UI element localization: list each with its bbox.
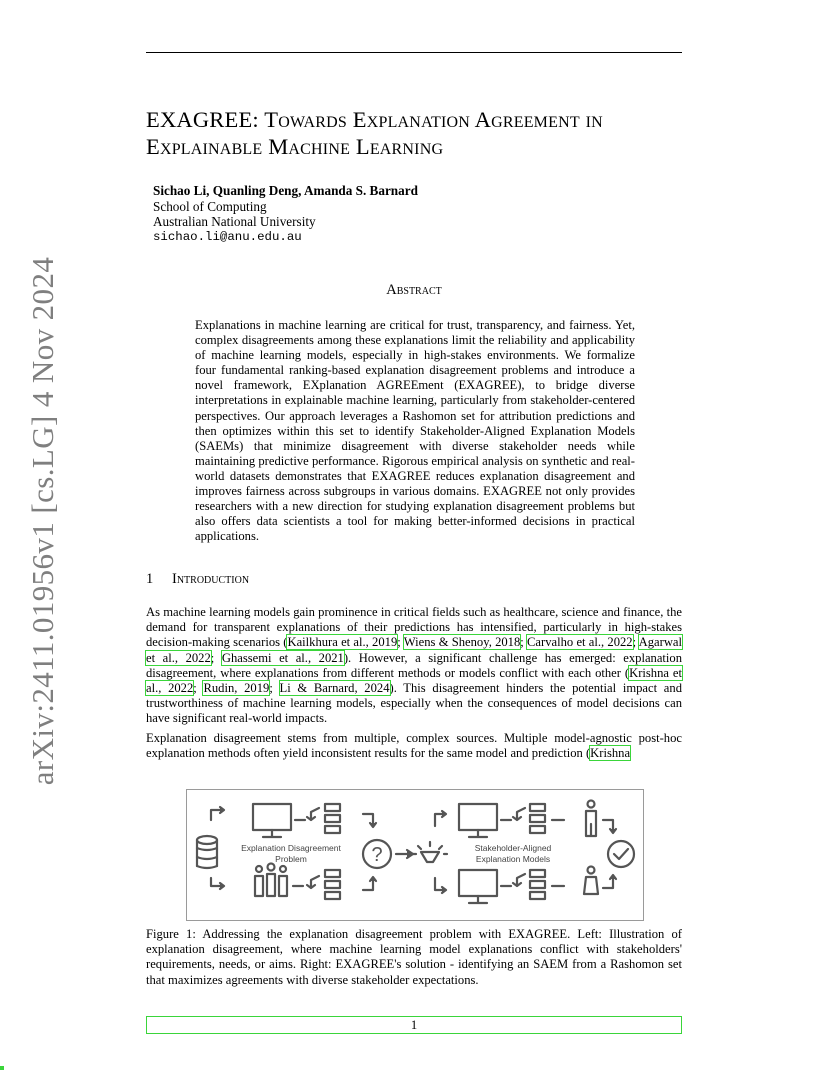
right-side-corner-arrow	[603, 820, 616, 833]
left-top-corner-arrow	[211, 807, 224, 820]
person-icon	[586, 801, 596, 837]
right-label-line-2: Explanation Models	[475, 854, 551, 864]
citation-link[interactable]: Krishna	[590, 746, 631, 761]
author-block	[153, 183, 418, 245]
citation-link[interactable]: Agarwal et al., 2022	[146, 635, 683, 665]
right-label-line-1: Stakeholder-Aligned	[474, 843, 552, 853]
page-number[interactable]: 1	[146, 1016, 682, 1034]
abstract-heading: Abstract	[386, 282, 442, 298]
left-bottom-return-arrow	[363, 877, 376, 890]
author-institution: Australian National University	[153, 214, 316, 229]
checkmark-icon	[608, 841, 634, 867]
stakeholders-icon	[255, 864, 287, 897]
title-line-1: EXAGREE: Towards Explanation Agreement in	[146, 107, 603, 132]
person-icon	[584, 867, 598, 895]
corner-marker	[0, 1066, 4, 1070]
question-icon	[363, 840, 391, 868]
database-icon	[197, 836, 217, 868]
left-label-line-2: Problem	[275, 854, 307, 864]
citation-link[interactable]: Carvalho et al., 2022	[527, 635, 633, 650]
paper-title	[146, 106, 706, 160]
right-corner-arrow	[363, 814, 376, 827]
monitor-icon	[253, 804, 291, 837]
lightbulb-icon	[413, 842, 447, 862]
top-rule	[146, 52, 682, 53]
arxiv-stamp: arXiv:2411.01956v1 [cs.LG] 4 Nov 2024	[25, 256, 60, 786]
right-bottom-corner-arrow	[435, 878, 446, 893]
author-email[interactable]: sichao.li@anu.edu.au	[153, 229, 302, 244]
citation-link[interactable]: Rudin, 2019	[203, 681, 270, 696]
feature-list-icon	[513, 870, 545, 899]
citation-link[interactable]: Wiens & Shenoy, 2018	[403, 635, 521, 650]
question-mark: ?	[371, 844, 383, 866]
right-top-corner-arrow	[435, 811, 446, 826]
left-label-line-1: Explanation Disagreement	[241, 843, 341, 853]
feature-list-icon	[307, 804, 340, 833]
author-names: Sichao Li, Quanling Deng, Amanda S. Barnard	[153, 183, 418, 198]
citation-link[interactable]: Li & Barnard, 2024	[279, 681, 390, 696]
figure-caption: Figure 1: Addressing the explanation disagreement problem with EXAGREE. Left: Illustration of explanation disagreement, where machine learning model explanations conflict with stakeholders' requirements, needs, or aims. Right: EXAGREE's solution - identifying an SAEM from a Rashomon set that maximizes agreements with diverse stakeholder expectations.	[146, 927, 682, 987]
section-heading	[146, 571, 249, 588]
figure-1	[186, 789, 644, 921]
citation-link[interactable]: Kailkhura et al., 2019	[287, 635, 398, 650]
right-side-return-arrow	[603, 875, 616, 888]
intro-paragraph-2: Explanation disagreement stems from multiple, complex sources. Multiple model-agnostic post-hoc explanation methods often yield inconsistent results for the same model and prediction (Krishna	[146, 731, 682, 761]
citation-link[interactable]: Krishna et al., 2022	[146, 665, 683, 696]
monitor-icon	[459, 870, 497, 903]
title-line-2: Explainable Machine Learning	[146, 134, 444, 159]
intro-paragraph-1: As machine learning models gain prominence in critical fields such as healthcare, science and finance, the demand for transparent explanations of their predictions has intensified, particularly in high-stakes decision-making scenarios (Kailkhura et al., 2019; Wiens & Shenoy, 2018; Carvalho et al., 2022; Agarwal et al., 2022; Ghassemi et al., 2021). However, a significant challenge has emerged: explanation disagreement, where explanations from different methods or models conflict with each other (Krishna et al., 2022; Rudin, 2019; Li & Barnard, 2024). This disagreement hinders the potential impact and trustworthiness of machine learning models, especially when the consequences of model decisions can have significant real-world impacts.	[146, 605, 683, 726]
figure-diagram	[187, 790, 643, 920]
feature-list-icon	[513, 804, 545, 833]
section-number: 1	[146, 571, 154, 587]
citation-link[interactable]: Ghassemi et al., 2021	[221, 650, 344, 665]
right-arrow-icon	[396, 850, 413, 858]
section-title: Introduction	[172, 571, 250, 587]
abstract-text: Explanations in machine learning are critical for trust, transparency, and fairness. Yet, complex disagreements among these explanations limit the reliability and applicability of machine learning models, especially in high-stakes environments. We formalize four fundamental ranking-based explanation disagreement problems and introduce a novel framework, EXplanation AGREEment (EXAGREE), to bridge diverse interpretations in explainable machine learning, particularly from stakeholder-centered perspectives. Our approach leverages a Rashomon set for attribution predictions and then optimizes within this set to identify Stakeholder-Aligned Explanation Models (SAEMs) that minimize disagreement with diverse stakeholder needs while maintaining predictive performance. Rigorous empirical analysis on synthetic and real-world datasets demonstrates that EXAGREE reduces explanation disagreement and improves fairness across subgroups in various domains. EXAGREE not only provides researchers with a new direction for studying explanation disagreement problems but also offers data scientists a tool for making better-informed decisions in practical applications.	[195, 318, 635, 544]
monitor-icon	[459, 804, 497, 837]
feature-list-icon	[307, 870, 340, 899]
author-department: School of Computing	[153, 198, 267, 214]
left-bottom-corner-arrow	[211, 878, 224, 889]
